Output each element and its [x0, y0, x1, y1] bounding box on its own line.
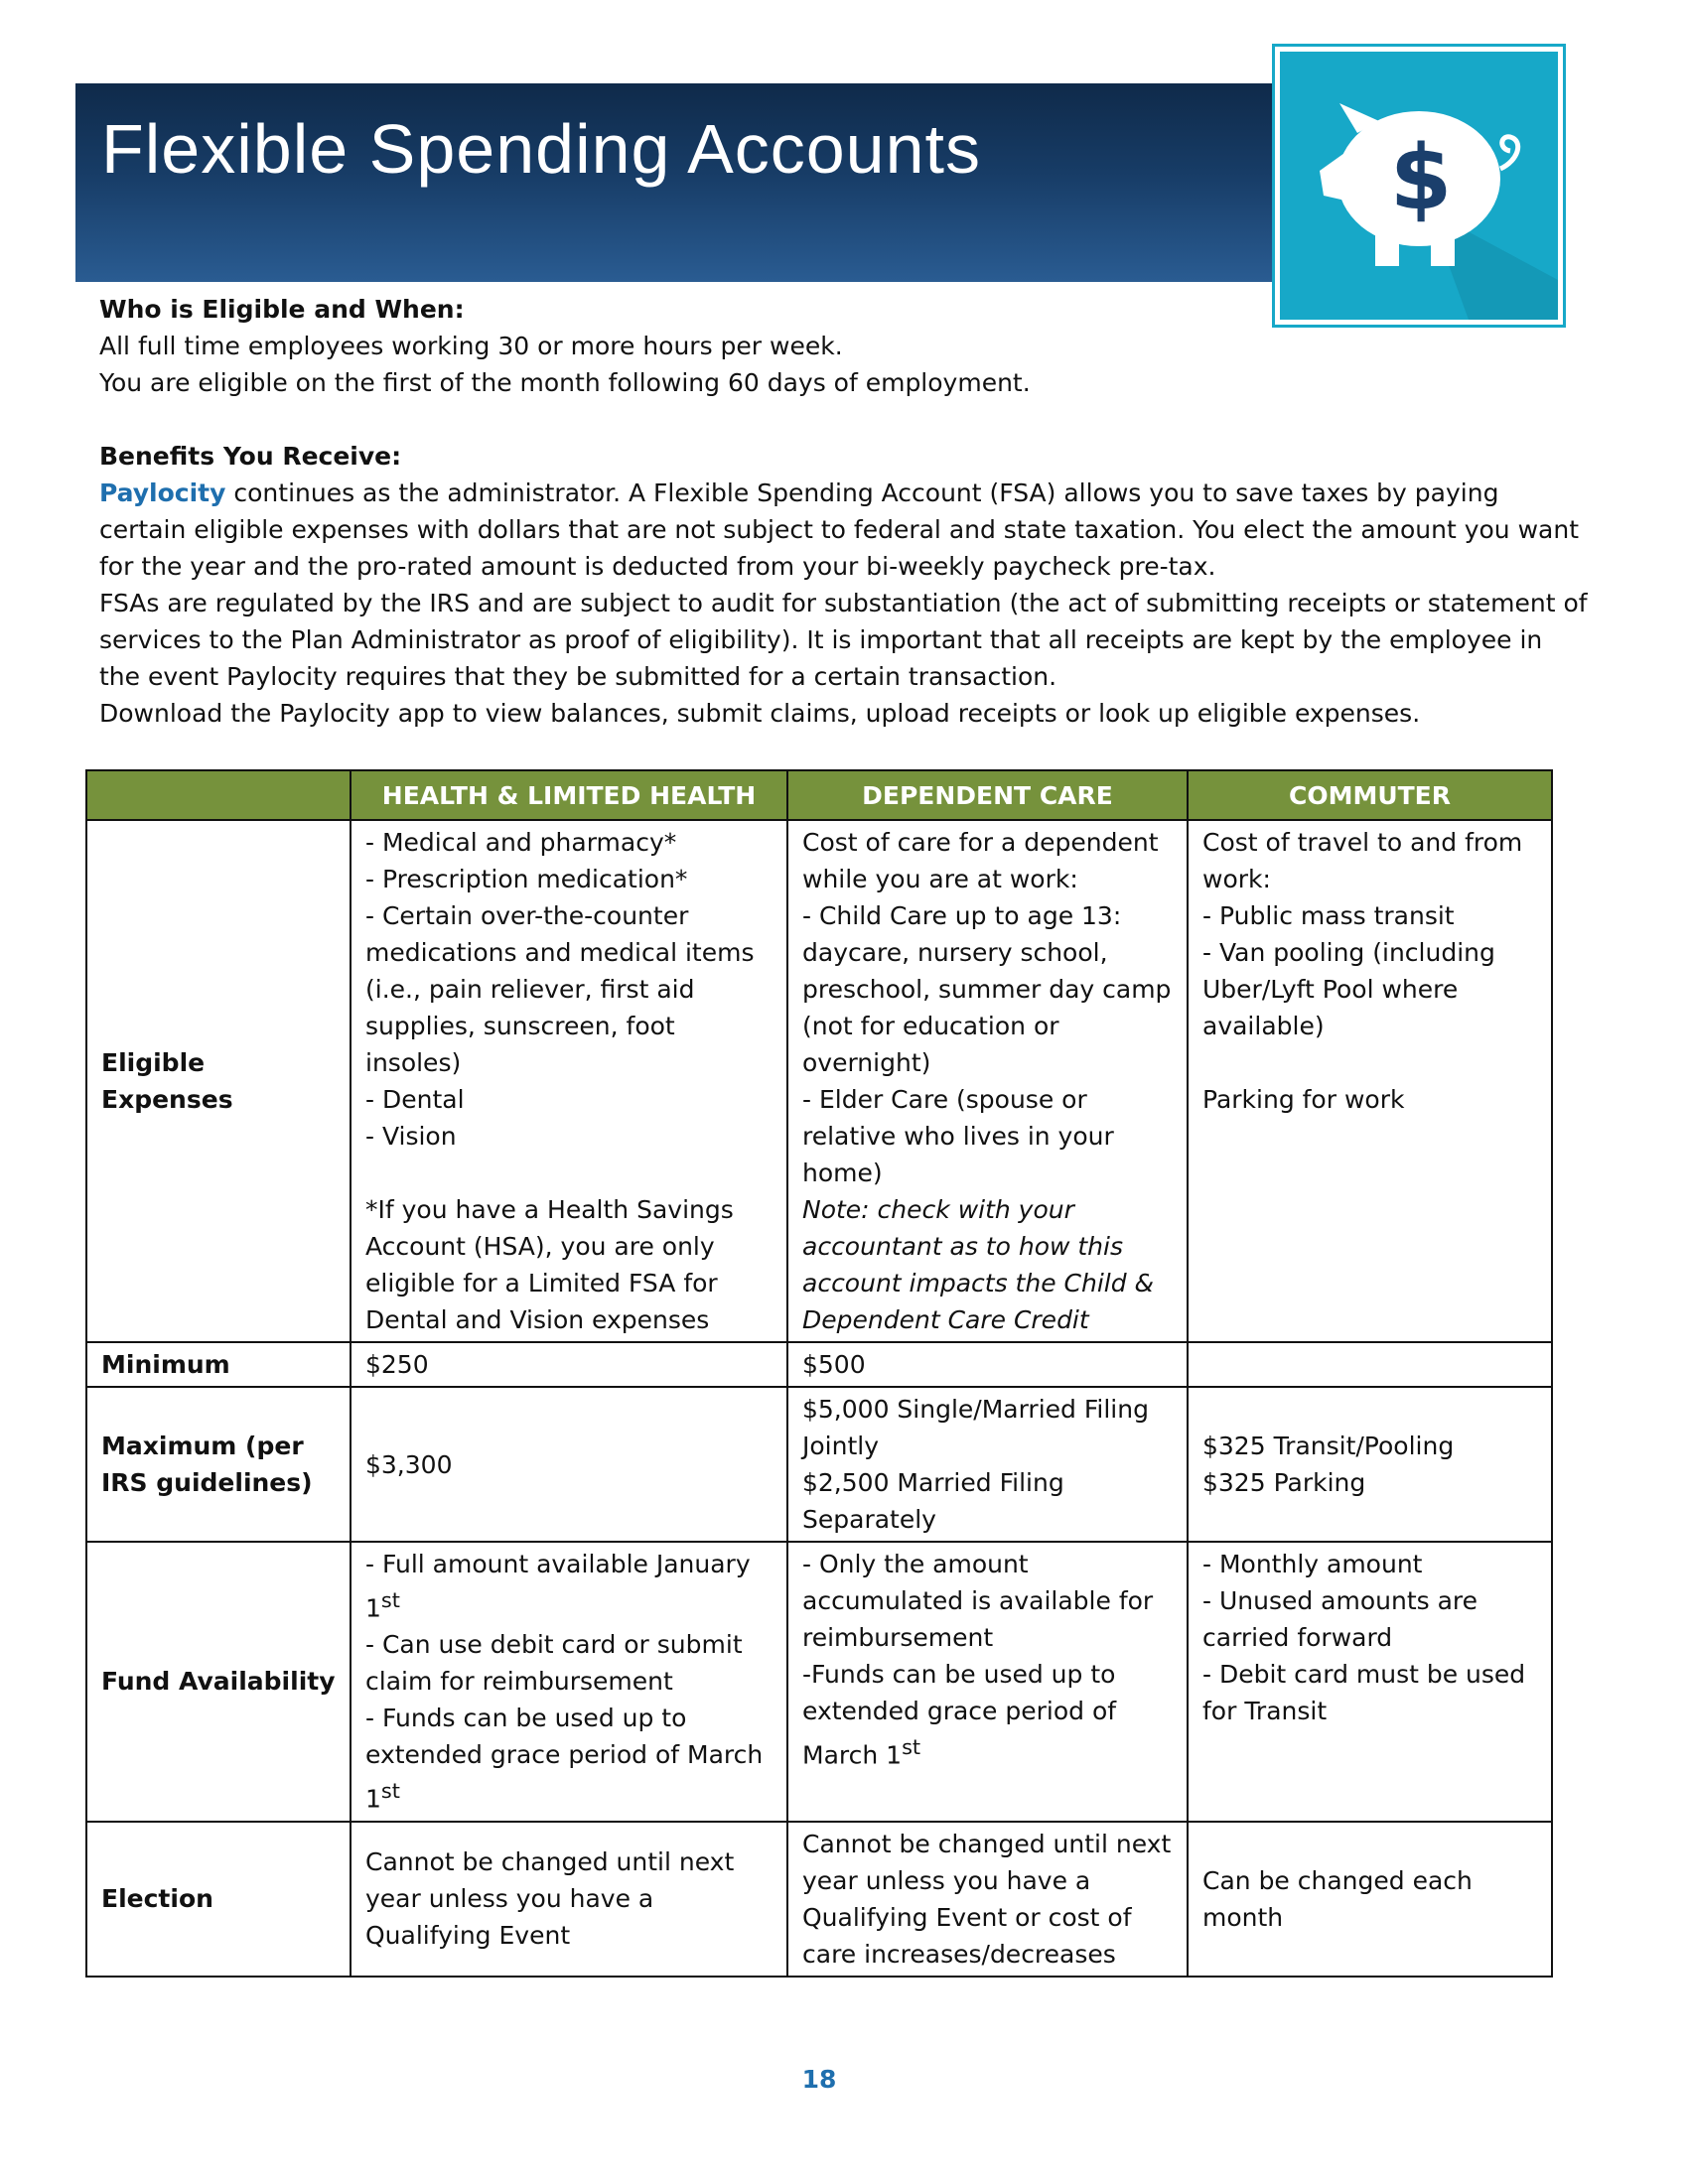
benefits-paragraph-3: Download the Paylocity app to view balances, submit claims, upload receipts or look up eligible expenses.: [99, 699, 1421, 728]
row-label-eligible-expenses: Eligible Expenses: [86, 820, 351, 1342]
funds-commuter-cell: - Monthly amount - Unused amounts are carried forward - Debit card must be used for Transit: [1188, 1542, 1552, 1822]
eligible-commuter-cell: Cost of travel to and from work: - Public mass transit - Van pooling (including Uber/Lyft Pool where available) Parking for work: [1188, 820, 1552, 1342]
benefits-section: [99, 438, 1589, 732]
row-label-fund-availability: Fund Availability: [86, 1542, 351, 1822]
eligibility-section: [99, 291, 1589, 401]
eligible-health-cell: - Medical and pharmacy* - Prescription medication* - Certain over-the-counter medications and medical items (i.e., pain reliever, first aid supplies, sunscreen, foot insoles) - Dental - Vision *If you have a Health Savings Account (HSA), you are only eligible for a Limited FSA for Dental and Vision expenses: [351, 820, 787, 1342]
piggy-bank-badge: [1275, 47, 1563, 325]
minimum-commuter-cell: [1188, 1342, 1552, 1387]
eligibility-heading: Who is Eligible and When:: [99, 295, 465, 324]
row-label-minimum: Minimum: [86, 1342, 351, 1387]
funds-dependent-cell: - Only the amount accumulated is available for reimbursement -Funds can be used up to extended grace period of March 1st: [787, 1542, 1188, 1822]
eligibility-line-2: You are eligible on the first of the month following 60 days of employment.: [99, 368, 1031, 397]
maximum-commuter-cell: $325 Transit/Pooling $325 Parking: [1188, 1387, 1552, 1542]
fsa-comparison-table: [85, 769, 1553, 1978]
benefits-heading: Benefits You Receive:: [99, 442, 402, 471]
hsa-note: *If you have a Health Savings Account (HSA), you are only eligible for a Limited FSA for Dental and Vision expenses: [365, 1195, 734, 1334]
table-row-maximum: [86, 1387, 1552, 1542]
row-label-maximum: Maximum (per IRS guidelines): [86, 1387, 351, 1542]
table-row-fund-availability: [86, 1542, 1552, 1822]
maximum-dependent-cell: $5,000 Single/Married Filing Jointly $2,500 Married Filing Separately: [787, 1387, 1188, 1542]
column-header-health: HEALTH & LIMITED HEALTH: [351, 770, 787, 820]
eligible-dependent-cell: Cost of care for a dependent while you are at work: - Child Care up to age 13: daycare, nursery school, preschool, summer day camp (not for education or overnight) - Elder Care (spouse or relative who lives in your home) Note: check with your accountant as to how this account impacts the Child & Dependent Care Credit: [787, 820, 1188, 1342]
funds-health-cell: - Full amount available January 1st - Can use debit card or submit claim for reimbursement - Funds can be used up to extended grace period of March 1st: [351, 1542, 787, 1822]
election-dependent-cell: Cannot be changed until next year unless you have a Qualifying Event or cost of care increases/decreases: [787, 1822, 1188, 1977]
maximum-health-cell: $3,300: [351, 1387, 787, 1542]
election-commuter-cell: Can be changed each month: [1188, 1822, 1552, 1977]
svg-text:$: $: [1389, 126, 1453, 230]
eligibility-line-1: All full time employees working 30 or more hours per week.: [99, 332, 843, 360]
table-row-minimum: [86, 1342, 1552, 1387]
column-header-dependent-care: DEPENDENT CARE: [787, 770, 1188, 820]
benefits-paragraph-2: FSAs are regulated by the IRS and are subject to audit for substantiation (the act of submitting receipts or statement of services to the Plan Administrator as proof of eligibility). It is important that all receipts are kept by the employee in the event Paylocity requires that they be submitted for a certain transaction.: [99, 589, 1588, 691]
column-header-commuter: COMMUTER: [1188, 770, 1552, 820]
administrator-name: Paylocity: [99, 478, 226, 507]
dependent-care-note: Note: check with your accountant as to how this account impacts the Child & Dependent Care Credit: [802, 1195, 1155, 1334]
piggy-bank-dollar-icon: [1280, 52, 1558, 320]
election-health-cell: Cannot be changed until next year unless you have a Qualifying Event: [351, 1822, 787, 1977]
minimum-dependent-cell: $500: [787, 1342, 1188, 1387]
minimum-health-cell: $250: [351, 1342, 787, 1387]
header-empty-cell: [86, 770, 351, 820]
page-title: Flexible Spending Accounts: [101, 110, 981, 188]
table-row-election: [86, 1822, 1552, 1977]
table-header-row: [86, 770, 1552, 820]
row-label-election: Election: [86, 1822, 351, 1977]
benefits-paragraph-1: Paylocity continues as the administrator. A Flexible Spending Account (FSA) allows you to save taxes by paying certain eligible expenses with dollars that are not subject to federal and state taxation. You elect the amount you want for the year and the pro-rated amount is deducted from your bi-weekly paycheck pre-tax.: [99, 478, 1580, 581]
table-row-eligible-expenses: [86, 820, 1552, 1342]
page-number: 18: [801, 2065, 837, 2094]
